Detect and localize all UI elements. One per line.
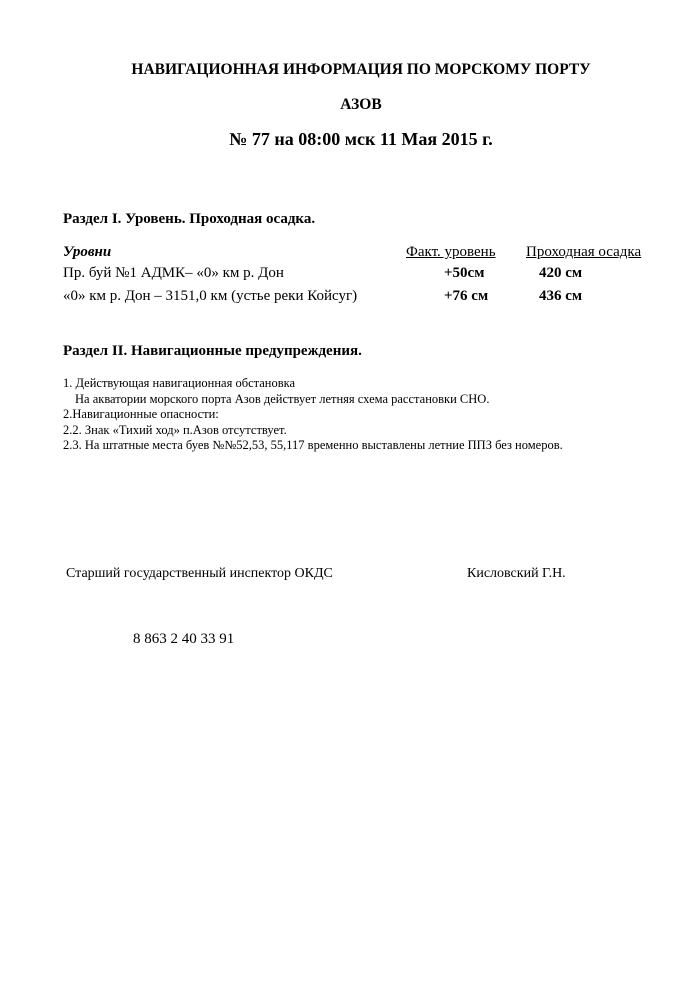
warning-line-5: 2.3. На штатные места буев №№52,53, 55,117 временно выставлены летние ППЗ без номеров. (63, 438, 563, 452)
row-1-location: Пр. буй №1 АДМК– «0» км р. Дон (63, 265, 284, 281)
row-1-draft: 420 см (539, 265, 583, 281)
row-2-draft: 436 см (539, 288, 583, 304)
signatory-title: Старший государственный инспектор ОКДС (66, 566, 333, 581)
column-header-levels: Уровни (63, 244, 112, 260)
warning-line-4: 2.2. Знак «Тихий ход» п.Азов отсутствует. (63, 423, 287, 437)
column-header-draft: Проходная осадка (526, 244, 642, 260)
issue-line: № 77 на 08:00 мск 11 Мая 2015 г. (229, 129, 493, 149)
phone-number: 8 863 2 40 33 91 (133, 631, 235, 647)
warning-line-1: 1. Действующая навигационная обстановка (63, 376, 296, 390)
row-2-location: «0» км р. Дон – 3151,0 км (устье реки Койсуг) (63, 288, 358, 304)
warning-line-2: На акватории морского порта Азов действует летняя схема расстановки СНО. (75, 392, 490, 406)
warning-line-3: 2.Навигационные опасности: (63, 407, 219, 421)
document-title: НАВИГАЦИОННАЯ ИНФОРМАЦИЯ ПО МОРСКОМУ ПОРТУ (131, 61, 591, 78)
section-1-heading: Раздел I. Уровень. Проходная осадка. (63, 211, 316, 227)
row-2-fact-level: +76 см (444, 288, 489, 304)
signatory-name: Кисловский Г.Н. (467, 566, 566, 581)
column-header-fact-level: Факт. уровень (406, 244, 496, 260)
section-2-heading: Раздел II. Навигационные предупреждения. (63, 343, 362, 359)
port-name: АЗОВ (340, 96, 382, 113)
row-1-fact-level: +50см (444, 265, 485, 281)
